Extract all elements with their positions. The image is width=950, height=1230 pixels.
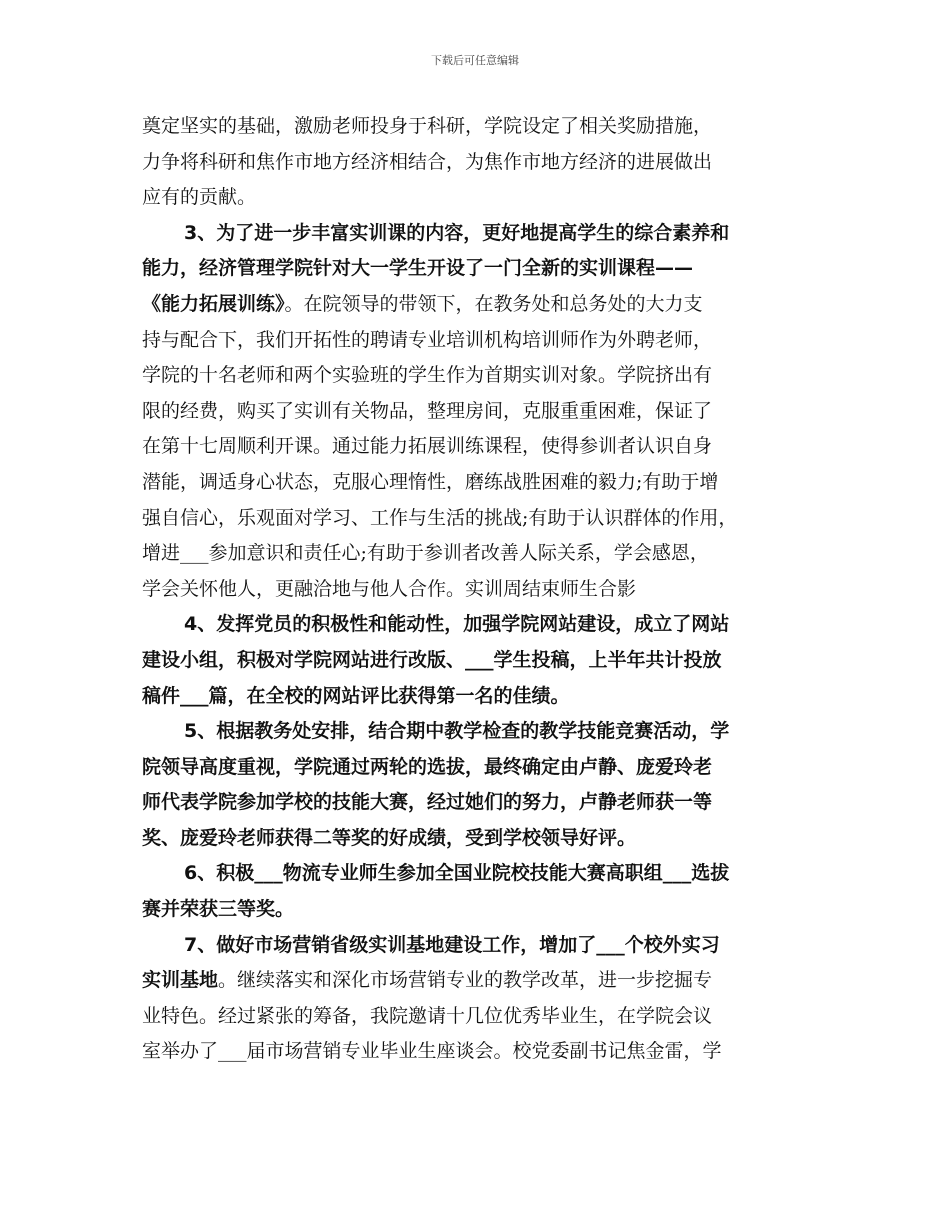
text-line: 潜能，调适身心状态，克服心理惰性，磨练战胜困难的毅力;有助于增 (142, 470, 719, 493)
text-line-bold: 师代表学院参加学校的技能大赛，经过她们的努力，卢静老师获一等 (142, 791, 713, 814)
text-line: 应有的贡献。 (142, 186, 257, 209)
course-title: 《能力拓展训练》 (142, 292, 285, 315)
text-line-bold: 奖、庞爱玲老师获得二等奖的好成绩，受到学校领导好评。 (142, 826, 637, 849)
text-line-bold: 赛并荣获三等奖。 (142, 898, 295, 921)
paragraph-item-6 (142, 856, 822, 927)
text-line-bold: 建设小组，积极对学院网站进行改版、___学生投稿，上半年共计投放 (142, 648, 722, 671)
text-run: 。继续落实和深化市场营销专业的教学改革，进一步挖掘专 (218, 969, 713, 992)
text-line-mixed (142, 287, 822, 323)
text-line: 持与配合下，我们开拓性的聘请专业培训机构培训师作为外聘老师， (142, 328, 713, 351)
text-line: 学院的十名老师和两个实验班的学生作为首期实训对象。学院挤出有 (142, 364, 713, 387)
text-line: 限的经费，购买了实训有关物品，整理房间，克服重重困难，保证了 (142, 399, 713, 422)
paragraph-item-4 (142, 607, 822, 714)
text-line-bold: 7、做好市场营销省级实训基地建设工作，增加了___个校外实习 (184, 933, 720, 956)
text-line-bold: 3、为了进一步丰富实训课的内容，更好地提高学生的综合素养和 (184, 221, 730, 244)
paragraph-continuation (142, 109, 822, 216)
document-body (142, 109, 822, 1070)
paragraph-item-3 (142, 216, 822, 608)
paragraph-item-5 (142, 714, 822, 856)
text-line-bold: 能力，经济管理学院针对大一学生开设了一门全新的实训课程—— (142, 257, 694, 280)
text-line: 奠定坚实的基础，激励老师投身于科研，学院设定了相关奖励措施， (142, 115, 713, 137)
text-line-bold: 4、发挥党员的积极性和能动性，加强学院网站建设，成立了网站 (184, 613, 730, 636)
text-line-bold: 稿件___篇，在全校的网站评比获得第一名的佳绩。 (142, 684, 570, 707)
text-line-bold: 院领导高度重视，学院通过两轮的选拔，最终确定由卢静、庞爱玲老 (142, 755, 713, 778)
text-line: 强自信心，乐观面对学习、工作与生活的挑战;有助于认识群体的作用， (142, 506, 738, 529)
text-line-mixed (142, 963, 822, 999)
text-line: 室举办了___届市场营销专业毕业生座谈会。校党委副书记焦金雷，学 (142, 1040, 722, 1063)
text-line-bold: 5、根据教务处安排，结合期中教学检查的教学技能竞赛活动，学 (184, 720, 730, 743)
page-header: 下载后可任意编辑 (431, 54, 519, 67)
text-line: 在第十七周顺利开课。通过能力拓展训练课程，使得参训者认识自身 (142, 435, 713, 458)
text-line: 增进___参加意识和责任心;有助于参训者改善人际关系，学会感恩， (142, 542, 709, 565)
text-line: 业特色。经过紧张的筹备，我院邀请十几位优秀毕业生，在学院会议 (142, 1004, 713, 1027)
text-line-bold: 6、积极___物流专业师生参加全国业院校技能大赛高职组___选拔 (184, 862, 730, 885)
base-term: 实训基地 (142, 969, 219, 992)
text-line: 力争将科研和焦作市地方经济相结合，为焦作市地方经济的进展做出 (142, 150, 713, 173)
text-run: 。在院领导的带领下，在教务处和总务处的大力支 (284, 292, 703, 315)
text-line: 学会关怀他人，更融洽地与他人合作。实训周结束师生合影 (142, 577, 637, 600)
paragraph-item-7 (142, 928, 822, 1070)
